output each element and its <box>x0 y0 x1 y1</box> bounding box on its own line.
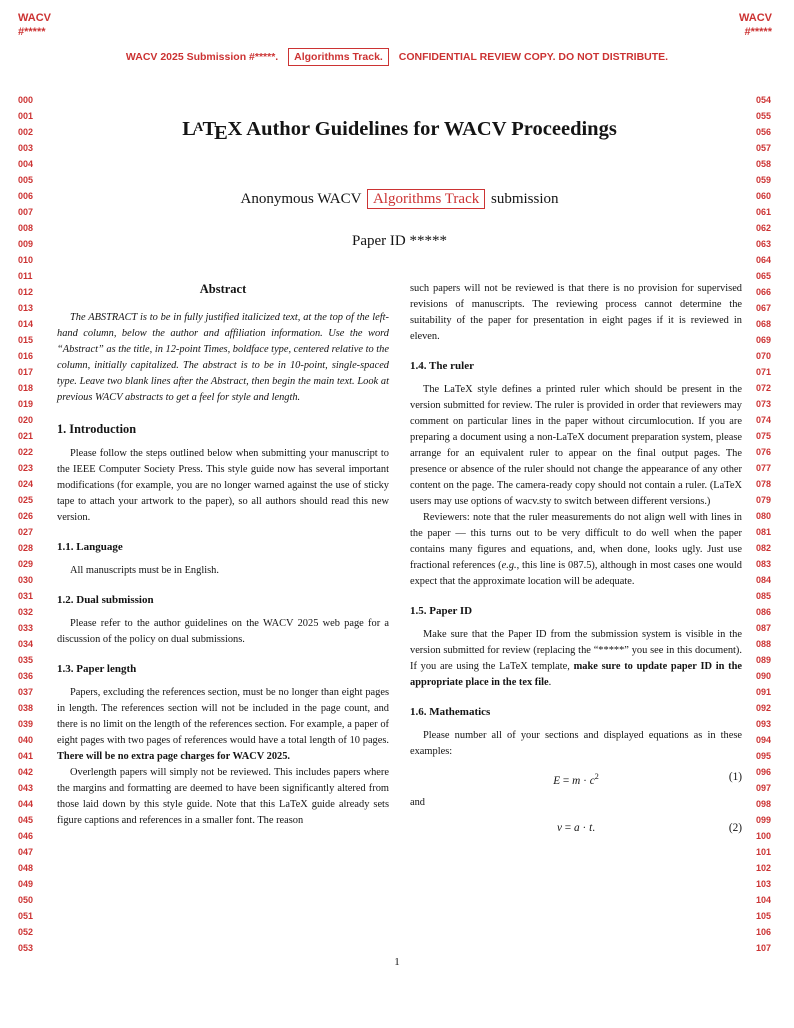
line-number: 105 <box>756 911 772 921</box>
line-number: 056 <box>756 127 772 137</box>
watermark-paper-id: #***** <box>18 26 46 39</box>
line-number: 066 <box>756 287 772 297</box>
line-number: 092 <box>756 703 772 713</box>
paragraph-paper-length-continuation: such papers will not be reviewed is that there is no provision for supervised revisions of manuscripts. The reviewing process cannot determine the suitability of the paper for presentation in eight pages if it is reviewed in eleven. <box>410 283 742 343</box>
line-number: 030 <box>18 575 34 585</box>
line-number: 062 <box>756 223 772 233</box>
equation-1 <box>410 769 742 789</box>
line-number: 022 <box>18 447 34 457</box>
line-number: 017 <box>18 367 34 377</box>
line-number: 082 <box>756 543 772 553</box>
section-paper-length-heading: 1.3. Paper length <box>57 663 137 676</box>
paragraph-dual-submission: Please refer to the author guidelines on the WACV 2025 web page for a discussion of the policy on dual submissions. <box>57 618 389 646</box>
paper-id-line: Paper ID ***** <box>352 233 447 250</box>
text-segment: e.g. <box>501 560 517 572</box>
line-number: 011 <box>18 271 33 281</box>
line-number: 013 <box>18 303 34 313</box>
watermark-conference: WACV <box>18 12 51 24</box>
line-number: 008 <box>18 223 34 233</box>
latex-logo <box>182 118 243 145</box>
text-segment: c <box>589 775 595 788</box>
line-number: 086 <box>756 607 772 617</box>
text-segment: Papers, excluding the references section, must be no longer than eight pages in length. The references section will not be included in the page count, and there is no limit on the length of the references section. For example, a paper of eight pages with two pages of references would have a total length of 10 pages. <box>57 687 389 747</box>
line-number: 044 <box>18 799 34 809</box>
line-number: 091 <box>756 687 772 697</box>
line-number: 072 <box>756 383 772 393</box>
line-number: 025 <box>18 495 34 505</box>
line-number: 051 <box>18 911 34 921</box>
text-segment: Make sure that the Paper ID from the submission system is visible in the version submitted for review (replacing the “*****” you see in this document). If you are using the LaTeX template, <box>410 629 742 673</box>
line-number: 035 <box>18 655 34 665</box>
line-number: 074 <box>756 415 772 425</box>
line-number: 077 <box>756 463 772 473</box>
line-number: 037 <box>18 687 34 697</box>
line-number: 058 <box>756 159 772 169</box>
header-submission-text: WACV 2025 Submission #*****. <box>125 51 279 63</box>
line-number: 006 <box>18 191 34 201</box>
line-number: 085 <box>756 591 772 601</box>
line-number: 068 <box>756 319 772 329</box>
line-number: 098 <box>756 799 772 809</box>
line-number: 071 <box>756 367 772 377</box>
watermark-top-right <box>739 11 772 40</box>
line-number: 107 <box>756 943 772 953</box>
equation-2 <box>410 820 742 836</box>
line-number: 042 <box>18 767 34 777</box>
text-segment: 2 <box>594 772 599 782</box>
line-number: 048 <box>18 863 34 873</box>
text-segment: = <box>560 775 573 788</box>
section-paper-id-heading: 1.5. Paper ID <box>410 605 473 618</box>
paragraph-introduction: Please follow the steps outlined below when submitting your manuscript to the IEEE Computer Society Press. This style guide now has several important modifications (for example, you are no longer warned against the use of sticky tape to attach your artwork to the paper), so all authors should read this new version. <box>57 448 389 524</box>
line-number: 083 <box>756 559 772 569</box>
line-number: 046 <box>18 831 34 841</box>
line-number: 005 <box>18 175 34 185</box>
text-segment: a <box>574 822 580 835</box>
line-number: 101 <box>756 847 772 857</box>
line-number-ruler-right <box>756 92 771 956</box>
line-number: 045 <box>18 815 34 825</box>
line-number: 021 <box>18 431 34 441</box>
line-number: 100 <box>756 831 772 841</box>
line-number: 087 <box>756 623 772 633</box>
equation-1-number: (1) <box>728 771 742 784</box>
text-segment: . <box>548 677 552 689</box>
line-number: 084 <box>756 575 772 585</box>
line-number: 073 <box>756 399 772 409</box>
page-title-text: Author Guidelines for WACV Proceedings <box>242 118 617 140</box>
text-segment: . <box>592 822 596 835</box>
line-number: 050 <box>18 895 34 905</box>
text-segment: , this line is 087.5), although in most cases one would expect that the approximate location will be adequate. <box>410 560 742 588</box>
line-number: 020 <box>18 415 34 425</box>
line-number: 031 <box>18 591 34 601</box>
line-number: 059 <box>756 175 772 185</box>
page-title <box>57 0 742 145</box>
line-number: 065 <box>756 271 772 281</box>
line-number: 019 <box>18 399 34 409</box>
column-left <box>57 281 389 842</box>
equation-2-number: (2) <box>728 822 742 835</box>
text-segment: v <box>556 822 562 835</box>
line-number: 028 <box>18 543 34 553</box>
line-number: 032 <box>18 607 34 617</box>
line-number: 014 <box>18 319 34 329</box>
latex-logo-letter: E <box>214 122 228 145</box>
section-dual-submission-heading: 1.2. Dual submission <box>57 594 154 607</box>
line-number: 052 <box>18 927 34 937</box>
section-language-heading: 1.1. Language <box>57 541 123 554</box>
line-number: 026 <box>18 511 34 521</box>
text-segment: · <box>579 822 590 835</box>
paragraph-paper-length-2: Overlength papers will simply not be reviewed. This includes papers where the margins and formatting are deemed to have been significantly altered from those laid down by this style guide. Note that this LaTeX guide already sets figure captions and references in a smaller font. The reason <box>57 767 389 827</box>
line-number-ruler-left <box>18 92 33 956</box>
line-number: 047 <box>18 847 34 857</box>
section-mathematics-heading: 1.6. Mathematics <box>410 706 491 719</box>
line-number: 010 <box>18 255 34 265</box>
line-number: 070 <box>756 351 772 361</box>
line-number: 081 <box>756 527 772 537</box>
watermark-conference: WACV <box>739 12 772 24</box>
line-number: 096 <box>756 767 772 777</box>
author-line <box>57 191 742 208</box>
line-number: 078 <box>756 479 772 489</box>
column-right <box>410 281 742 842</box>
line-number: 038 <box>18 703 34 713</box>
latex-logo-letter: A <box>193 120 204 135</box>
line-number: 004 <box>18 159 34 169</box>
line-number: 033 <box>18 623 34 633</box>
line-number: 076 <box>756 447 772 457</box>
line-number: 002 <box>18 127 34 137</box>
line-number: 055 <box>756 111 772 121</box>
line-number: 023 <box>18 463 34 473</box>
text-segment: · <box>580 775 590 788</box>
line-number: 001 <box>18 111 34 121</box>
latex-logo-letter: T <box>202 118 217 140</box>
line-number: 007 <box>18 207 34 217</box>
line-number: 040 <box>18 735 34 745</box>
line-number: 000 <box>18 95 34 105</box>
line-number: 061 <box>756 207 772 217</box>
latex-logo-letter: L <box>182 118 196 140</box>
line-number: 049 <box>18 879 34 889</box>
line-number: 041 <box>18 751 34 761</box>
line-number: 089 <box>756 655 772 665</box>
line-number: 064 <box>756 255 772 265</box>
line-number: 080 <box>756 511 772 521</box>
author-line-prefix: Anonymous WACV <box>240 191 365 208</box>
text-segment: = <box>561 822 574 835</box>
line-number: 029 <box>18 559 34 569</box>
watermark-paper-id: #***** <box>744 26 772 39</box>
line-number: 060 <box>756 191 772 201</box>
line-number: 097 <box>756 783 772 793</box>
line-number: 075 <box>756 431 772 441</box>
paragraph-the-ruler-2 <box>410 510 742 590</box>
line-number: 043 <box>18 783 34 793</box>
line-number: 012 <box>18 287 34 297</box>
abstract-heading: Abstract <box>199 282 247 297</box>
section-introduction-heading: 1. Introduction <box>57 422 137 437</box>
two-column-layout <box>57 281 742 842</box>
watermark-top-left <box>18 11 51 40</box>
paragraph-the-ruler-1: The LaTeX style defines a printed ruler which should be present in the version submitted for review. The ruler is provided in order that reviewers may comment on particular lines in the paper without circumlocution. If you are preparing a document using a non-LaTeX document preparation system, please arrange for an equivalent ruler to appear on the final output pages. The presence or absence of the ruler should not change the appearance of any other content on the page. The camera-ready copy should not contain a ruler. (LaTeX users may use options of wacv.sty to switch between different versions.) <box>410 384 742 508</box>
line-number: 015 <box>18 335 34 345</box>
latex-logo-letter: X <box>227 118 243 140</box>
line-number: 034 <box>18 639 34 649</box>
line-number: 094 <box>756 735 772 745</box>
line-number: 009 <box>18 239 34 249</box>
section-the-ruler-heading: 1.4. The ruler <box>410 360 474 373</box>
equation-1-body <box>553 772 599 788</box>
line-number: 016 <box>18 351 34 361</box>
text-segment: make sure to update paper ID in the appropriate place in the tex file <box>410 661 742 689</box>
paragraph-language: All manuscripts must be in English. <box>70 565 219 577</box>
text-segment: m <box>572 775 581 788</box>
line-number: 057 <box>756 143 772 153</box>
abstract-text: The ABSTRACT is to be in fully justified italicized text, at the top of the left-hand column, below the author and affiliation information. Use the word “Abstract” as the title, in 12-point Times, boldface type, centered relative to the column, initially capitalized. The abstract is to be in 10-point, single-spaced type. Leave two blank lines after the Abstract, then begin the main text. Look at previous WACV abstracts to get a feel for style and length. <box>57 312 389 404</box>
paper-body <box>57 0 742 842</box>
line-number: 036 <box>18 671 34 681</box>
line-number: 079 <box>756 495 772 505</box>
line-number: 093 <box>756 719 772 729</box>
text-segment: Reviewers: note that the ruler measurements do not align well with lines in the paper — this turns out to be very difficult to do well when the paper contains many figures and equations, and, when done, looks ugly. Just use fractional references ( <box>410 512 742 572</box>
line-number: 018 <box>18 383 34 393</box>
line-number: 067 <box>756 303 772 313</box>
line-number: 088 <box>756 639 772 649</box>
author-track-box: Algorithms Track <box>367 189 485 209</box>
line-number: 024 <box>18 479 34 489</box>
line-number: 090 <box>756 671 772 681</box>
text-segment: There will be no extra page charges for WACV 2025. <box>57 751 291 763</box>
page-number: 1 <box>394 956 400 968</box>
line-number: 103 <box>756 879 772 889</box>
text-segment: E <box>553 775 561 788</box>
line-number: 003 <box>18 143 34 153</box>
paragraph-paper-length-1 <box>57 685 389 765</box>
line-number: 054 <box>756 95 772 105</box>
line-number: 099 <box>756 815 772 825</box>
line-number: 095 <box>756 751 772 761</box>
equation-connector-text: and <box>410 797 426 809</box>
line-number: 106 <box>756 927 772 937</box>
line-number: 102 <box>756 863 772 873</box>
header-track-box: Algorithms Track. <box>288 48 389 66</box>
line-number: 069 <box>756 335 772 345</box>
text-segment: t <box>589 822 593 835</box>
line-number: 063 <box>756 239 772 249</box>
equation-2-body <box>557 822 595 834</box>
paragraph-paper-id <box>410 627 742 691</box>
author-line-suffix: submission <box>487 191 559 208</box>
header-confidential-text: CONFIDENTIAL REVIEW COPY. DO NOT DISTRIBUTE. <box>398 51 669 63</box>
line-number: 104 <box>756 895 772 905</box>
line-number: 039 <box>18 719 34 729</box>
paragraph-mathematics: Please number all of your sections and displayed equations as in these examples: <box>410 730 742 758</box>
line-number: 053 <box>18 943 34 953</box>
line-number: 027 <box>18 527 34 537</box>
